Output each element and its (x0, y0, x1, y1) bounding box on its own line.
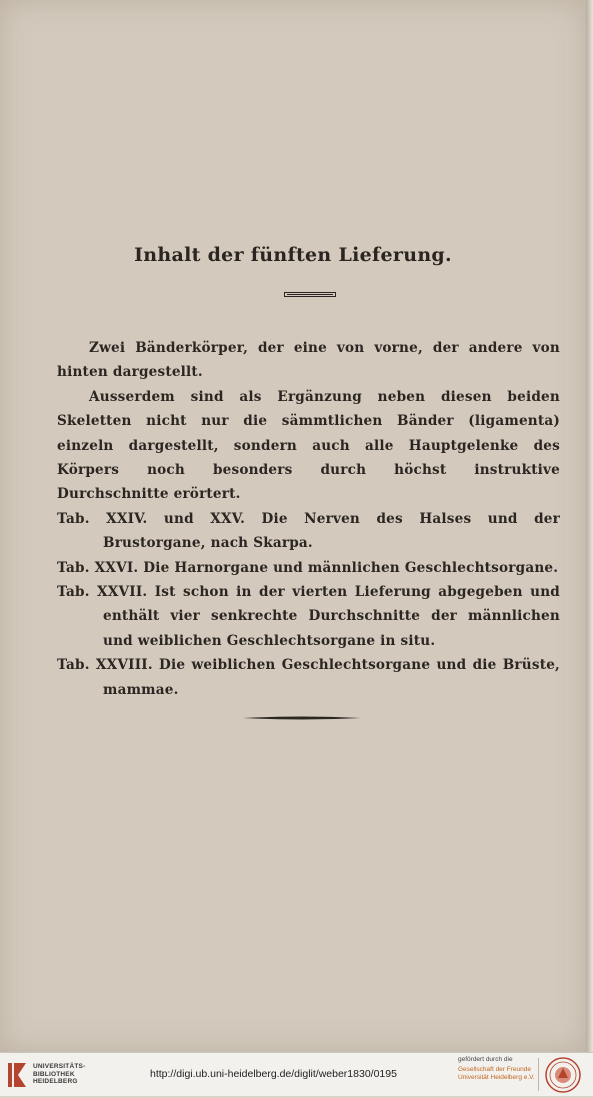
entry-tab-28 (57, 653, 560, 702)
library-name-line: UNIVERSITÄTS- (33, 1063, 86, 1070)
library-name-line: BIBLIOTHEK (33, 1070, 75, 1078)
page-edge (586, 0, 593, 1052)
university-seal-icon (545, 1057, 581, 1093)
page-title: Inhalt der fünften Lieferung. (134, 244, 452, 266)
sponsor-name[interactable] (458, 1066, 535, 1082)
permalink-url[interactable]: http://digi.ub.uni-heidelberg.de/diglit/weber1830/0195 (150, 1068, 397, 1080)
entry-label: Tab. XXVIII. (57, 657, 153, 674)
entry-text: Die Nerven des Halses und der Brustorgane, nach Skarpa. (103, 510, 560, 552)
entry-tab-26 (57, 556, 560, 580)
entry-text: Die Harnorgane und männlichen Geschlechtsorgane. (143, 559, 559, 576)
entry-label: Tab. XXIV. und XXV. (57, 510, 246, 527)
sponsor-name-line: Universität Heidelberg e.V. (458, 1074, 535, 1081)
ub-heidelberg-logo-icon[interactable] (7, 1061, 29, 1089)
entry-text: Ist schon in der vierten Lieferung abgegeben und enthält vier senkrechte Durchschnitte der männlichen und weiblichen Geschlechtsorgane in situ. (103, 584, 560, 649)
library-name-line: HEIDELBERG (33, 1078, 78, 1085)
library-name (33, 1063, 85, 1086)
entry-tab-27 (57, 580, 560, 653)
footer-divider (538, 1058, 539, 1091)
digitization-footer (0, 1052, 593, 1096)
entry-label: Tab. XXVI. (57, 559, 139, 576)
entry-tab-24-25 (57, 507, 560, 556)
closing-ornament-rule (243, 715, 361, 719)
entry-label: Tab. XXVII. (57, 584, 148, 601)
sponsor-label: gefördert durch die (458, 1056, 513, 1063)
sponsor-name-line: Gesellschaft der Freunde (458, 1066, 531, 1073)
intro-paragraph-1: Zwei Bänderkörper, der eine von vorne, der andere von hinten dargestellt. (57, 340, 560, 381)
page-body (57, 336, 560, 702)
title-ornament-rule (284, 292, 336, 297)
entry-text: Die weiblichen Geschlechtsorgane und die Brüste, mammae. (103, 657, 560, 698)
intro-paragraph-2: Ausserdem sind als Ergänzung neben diesen beiden Skeletten nicht nur die sämmtlichen Bänder (ligamenta) einzeln dargestellt, sondern auch alle Hauptgelenke des Körpers noch besonders durch höchst instruktive Durchschnitte erörtert. (57, 388, 560, 503)
